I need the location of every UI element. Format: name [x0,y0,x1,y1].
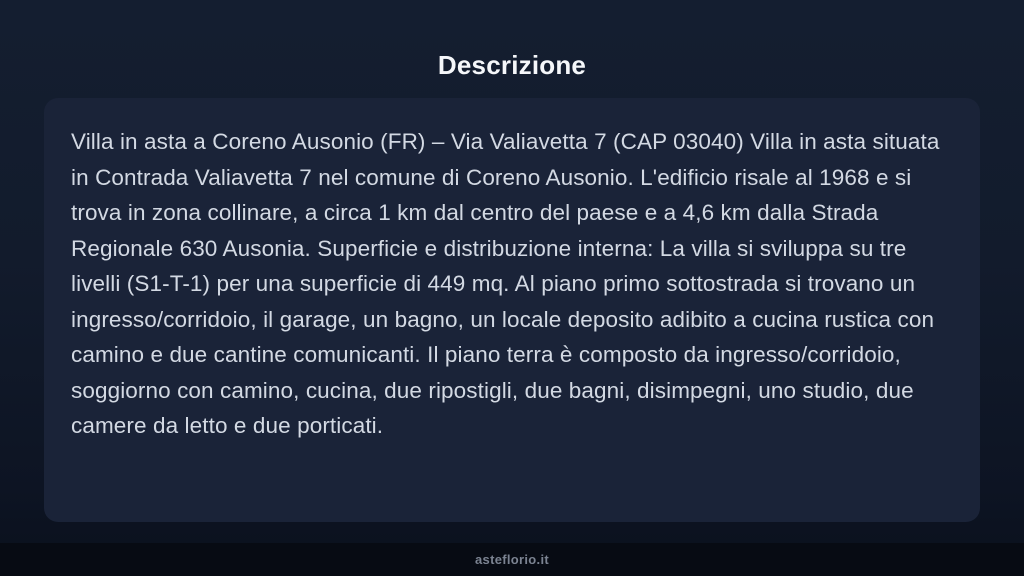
footer-bar [0,543,1024,576]
description-card [44,98,980,522]
description-text: Villa in asta a Coreno Ausonio (FR) – Via Valiavetta 7 (CAP 03040) Villa in asta situata in Contrada Valiavetta 7 nel comune di Coreno Ausonio. L'edificio risale al 1968 e si trova in zona collinare, a circa 1 km dal centro del paese e a 4,6 km dalla Strada Regionale 630 Ausonia. Superficie e distribuzione interna: La villa si sviluppa su tre livelli (S1-T-1) per una superficie di 449 mq. Al piano primo sottostrada si trovano un ingresso/corridoio, il garage, un bagno, un locale deposito adibito a cucina rustica con camino e due cantine comunicanti. Il piano terra è composto da ingresso/corridoio, soggiorno con camino, cucina, due ripostigli, due bagni, disimpegni, uno studio, due camere da letto e due porticati. [71,129,940,438]
site-label: asteflorio.it [475,552,549,567]
page-title: Descrizione [437,50,587,80]
